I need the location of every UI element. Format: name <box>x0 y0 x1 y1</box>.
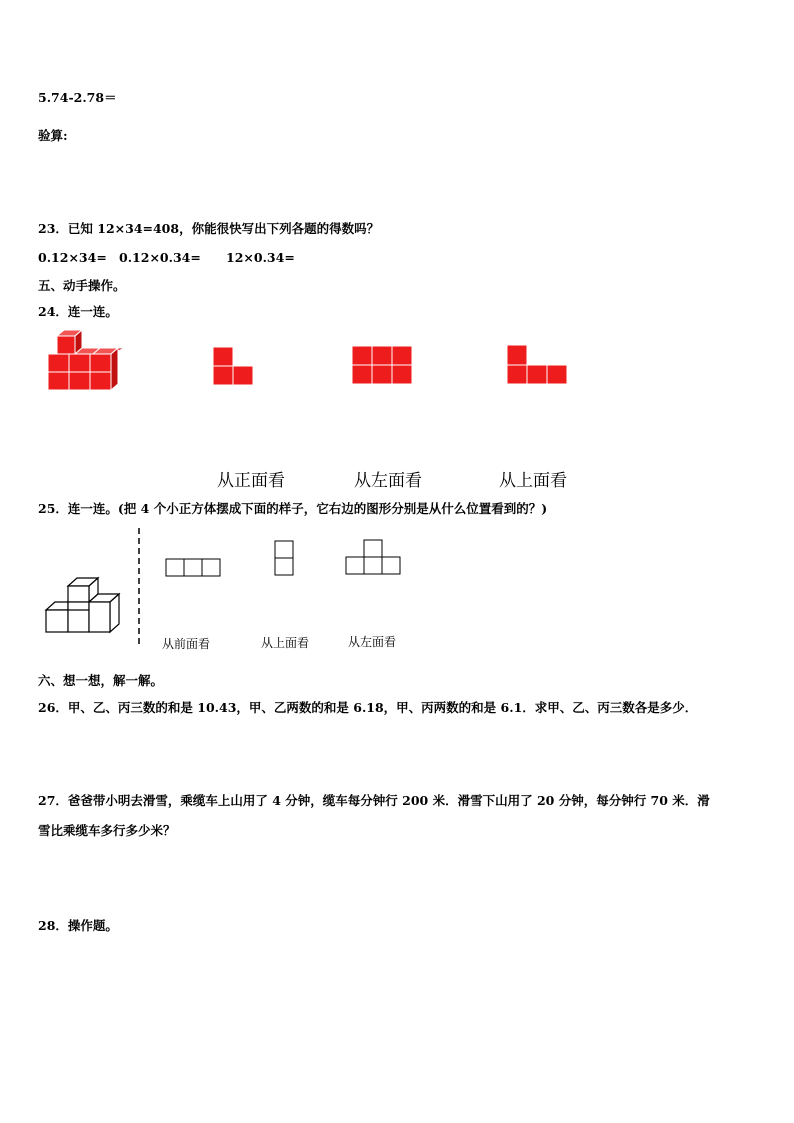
q24-view-grid <box>352 346 412 386</box>
q27-question-line1: 27．爸爸带小明去滑雪，乘缆车上山用了 4 分钟，缆车每分钟行 200 米．滑雪下山用了 20 分钟，每分钟行 70 米．滑 <box>38 793 710 808</box>
q23-item: 0.12×0.34= <box>119 250 201 265</box>
q24-view-l-shape <box>213 347 255 387</box>
q25-view-row <box>165 558 223 578</box>
q26-question: 26．甲、乙、丙三数的和是 10.43，甲、乙两数的和是 6.18，甲、丙两数的和是 6.1．求甲、乙、丙三数各是多少． <box>38 700 698 715</box>
q28-question: 28．操作题。 <box>38 918 118 933</box>
q24-label-top: 从上面看 <box>499 471 567 491</box>
q25-label-top: 从上面看 <box>261 636 310 650</box>
q27-question-line2: 雪比乘缆车多行多少米？ <box>38 823 176 838</box>
verify-label: 验算: <box>38 128 68 143</box>
calc-expression: 5.74-2.78＝ <box>38 90 117 105</box>
q23-item: 12×0.34= <box>226 250 295 265</box>
section-5-title: 五、动手操作。 <box>38 278 126 293</box>
section-6-title: 六、想一想，解一解。 <box>38 673 164 688</box>
q24-view-long-l <box>507 345 569 386</box>
q25-label-front: 从前面看 <box>162 637 211 651</box>
q24-title: 24．连一连。 <box>38 304 118 319</box>
q23-item: 0.12×34= <box>38 250 107 265</box>
q25-view-column <box>274 540 296 578</box>
q25-title: 25．连一连。(把 4 个小正方体摆成下面的样子，它右边的图形分别是从什么位置看到的？) <box>38 501 548 516</box>
dashed-divider <box>137 528 141 648</box>
q24-3d-figure <box>44 334 128 396</box>
q23-question: 23．已知 12×34=408，你能很快写出下列各题的得数吗？ <box>38 221 380 236</box>
q24-label-front: 从正面看 <box>217 471 285 491</box>
q25-cube-figure <box>44 576 124 636</box>
q24-label-left: 从左面看 <box>354 471 422 491</box>
q25-label-left: 从左面看 <box>348 635 397 649</box>
q25-view-t-shape <box>345 539 403 577</box>
